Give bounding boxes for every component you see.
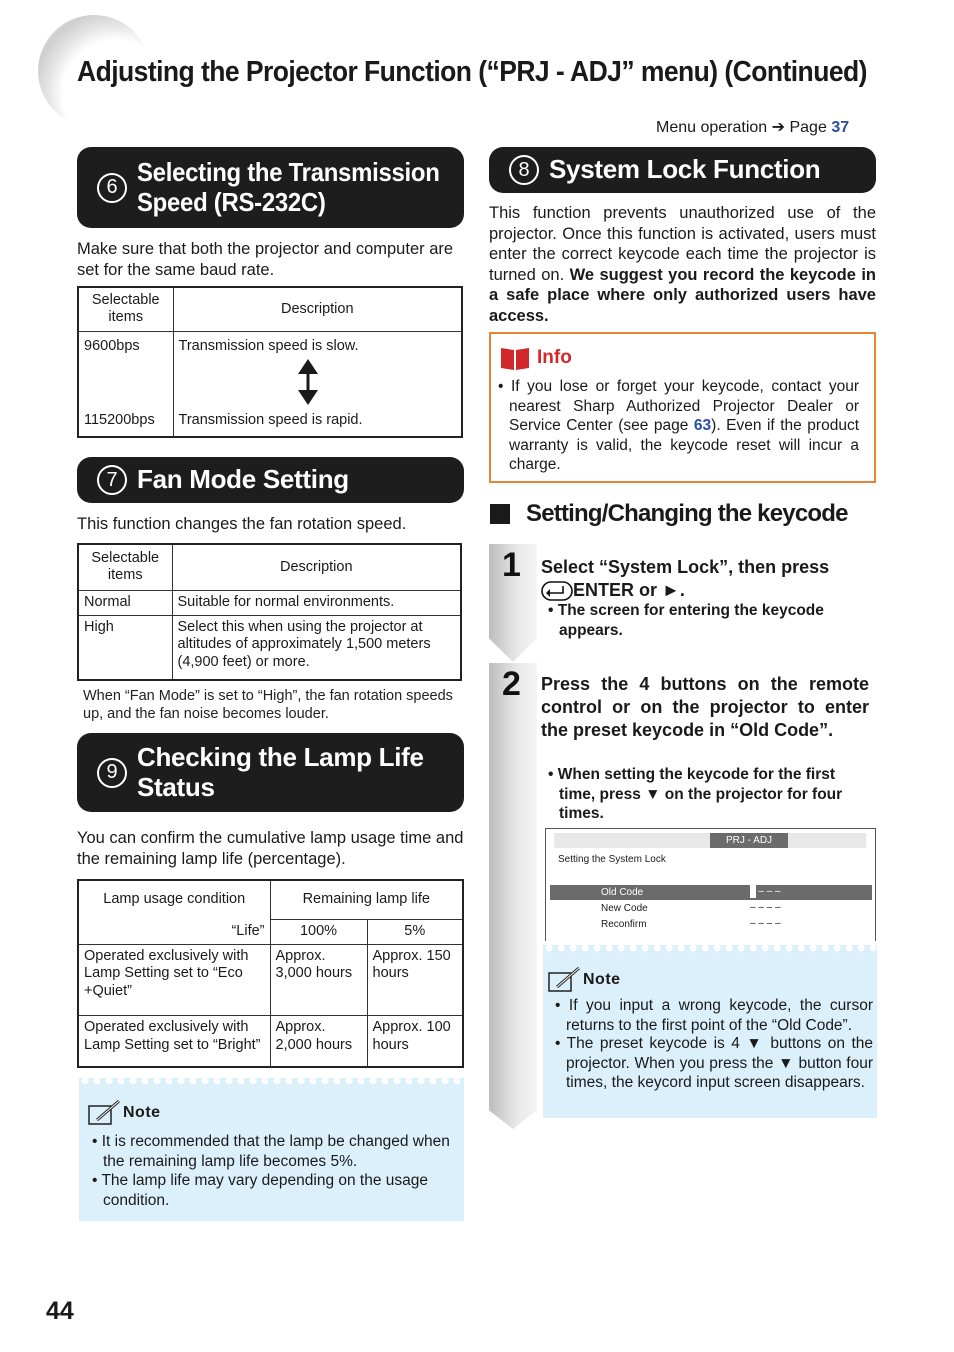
info-text: • If you lose or forget your keycode, contact your nearest Sharp Authorized Projector Dealer or Service Center (see page 63). Even if the product warranty is valid, the keycode reset will incur a charge. (498, 378, 859, 473)
section7-number: 7 (97, 465, 127, 495)
section9-title: Checking the Lamp Life Status (137, 741, 424, 802)
baud-115200: 115200bps (84, 411, 155, 428)
lamp-note-item: • It is recommended that the lamp be changed when the remaining lamp life becomes 5%. (92, 1133, 450, 1170)
page-number: 44 (46, 1297, 74, 1325)
fan-mode-footnote: When “Fan Mode” is set to “High”, the fan rotation speeds up, and the fan noise becomes louder. (83, 688, 453, 722)
baud-rate-table (77, 286, 463, 438)
table-header: Selectable items (78, 287, 173, 331)
lamp-condition-eco: Operated exclusively with Lamp Setting set to “Eco +Quiet” (78, 944, 270, 1016)
book-icon (499, 344, 531, 372)
screen-row-selected[interactable] (550, 885, 872, 900)
menu-operation-ref (656, 117, 849, 137)
step1-number: 1 (502, 546, 521, 584)
info-label: Info (537, 347, 572, 368)
lamp-note-item: • The lamp life may vary depending on the usage condition. (92, 1172, 429, 1209)
lamp-note-box (79, 1078, 464, 1221)
section8-number: 8 (509, 155, 539, 185)
note-header (87, 1098, 161, 1128)
lamp-bright-100: Approx. 2,000 hours (270, 1016, 367, 1067)
table-header: Description (173, 287, 462, 331)
table-cell (173, 331, 462, 437)
lamp-eco-100: Approx. 3,000 hours (270, 944, 367, 1016)
info-page-link[interactable]: 63 (693, 417, 712, 434)
step1-bullet: • The screen for entering the keycode appears. (548, 602, 824, 639)
note-header (547, 965, 621, 995)
keycode-note-item: • The preset keycode is 4 ▼ buttons on the projector. When you press the ▼ button four times, the keycord input screen disappears. (555, 1035, 873, 1091)
old-code-value[interactable]: – – – – (750, 886, 781, 897)
table-header: Remaining lamp life (270, 880, 463, 919)
menu-operation-label: Menu operation ➔ Page (656, 119, 827, 136)
info-box (489, 332, 876, 483)
fan-normal-desc: Suitable for normal environments. (172, 590, 461, 615)
section6-header (77, 147, 464, 228)
fan-normal: Normal (78, 590, 172, 615)
step1-text: Select “System Lock”, then press ENTER or ►. (541, 557, 830, 600)
section6-number: 6 (97, 173, 127, 203)
lamp-eco-5: Approx. 150 hours (367, 944, 463, 1016)
section6-title: Selecting the Transmission Speed (RS-232C) (137, 156, 440, 217)
lamp-bright-5: Approx. 100 hours (367, 1016, 463, 1067)
subsection-title: Setting/Changing the keycode (526, 500, 848, 527)
lamp-life-table (77, 879, 464, 1068)
section8-title: System Lock Function (549, 154, 821, 185)
table-header: Selectable items (78, 544, 172, 590)
page-title: Adjusting the Projector Function (“PRJ - ADJ” menu) (Continued) (77, 56, 867, 88)
section7-header (77, 457, 464, 503)
table-header: Lamp usage condition (78, 880, 270, 919)
new-code-label: New Code (601, 903, 648, 914)
fan-high-desc: Select this when using the projector at altitudes of approximately 1,500 meters (4,900 feet) or more. (172, 615, 461, 680)
desc-slow: Transmission speed is slow. (178, 337, 359, 354)
pencil-note-icon (547, 965, 583, 995)
screen-tab-prj-adj[interactable]: PRJ - ADJ (710, 833, 788, 848)
note-label: Note (123, 1104, 161, 1121)
lamp-condition-bright: Operated exclusively with Lamp Setting set to “Bright” (78, 1016, 270, 1067)
section9-header (77, 733, 464, 812)
note-label: Note (583, 971, 621, 988)
system-lock-screen (545, 828, 876, 941)
step2-bullet: • When setting the keycode for the first time, press ▼ on the projector for four times. (548, 766, 843, 822)
reconfirm-value[interactable]: – – – – (750, 918, 781, 929)
screen-heading: Setting the System Lock (558, 854, 666, 865)
info-header (499, 344, 572, 372)
menu-operation-page-link[interactable]: 37 (831, 119, 850, 136)
section8-header (489, 147, 876, 193)
section7-intro: This function changes the fan rotation speed. (77, 515, 407, 533)
baud-9600: 9600bps (84, 337, 140, 354)
enter-key-icon (541, 581, 573, 601)
section9-number: 9 (97, 758, 127, 788)
life-100-header: 100% (270, 919, 367, 944)
old-code-label: Old Code (601, 887, 644, 898)
keycode-note-item: • If you input a wrong keycode, the cursor returns to the first point of the “Old Code”. (555, 997, 873, 1034)
section7-title: Fan Mode Setting (137, 464, 349, 495)
life-5-header: 5% (367, 919, 463, 944)
fan-mode-table (77, 543, 462, 681)
keycode-note-box (543, 945, 877, 1118)
section9-intro: You can confirm the cumulative lamp usage time and the remaining lamp life (percentage). (77, 829, 464, 868)
life-label: “Life” (78, 919, 270, 944)
reconfirm-label: Reconfirm (601, 919, 647, 930)
desc-rapid: Transmission speed is rapid. (178, 411, 363, 428)
table-cell (78, 331, 173, 437)
table-header: Description (172, 544, 461, 590)
new-code-value[interactable]: – – – – (750, 902, 781, 913)
section6-intro: Make sure that both the projector and computer are set for the same baud rate. (77, 240, 454, 279)
step2-text: Press the 4 buttons on the remote control or on the projector to enter the preset keycode in “Old Code”. (541, 674, 869, 740)
fan-high: High (78, 615, 172, 680)
subsection-marker (490, 504, 510, 524)
step2-number: 2 (502, 665, 521, 703)
up-down-arrow-icon (298, 359, 318, 405)
step2-column (489, 663, 537, 1129)
pencil-note-icon (87, 1098, 123, 1128)
section8-intro: This function prevents unauthorized use of the projector. Once this function is activated, users must enter the correct keycode each time the projector is turned on. We suggest you record the keycode in a safe place where only authorized users have access. (489, 204, 877, 325)
